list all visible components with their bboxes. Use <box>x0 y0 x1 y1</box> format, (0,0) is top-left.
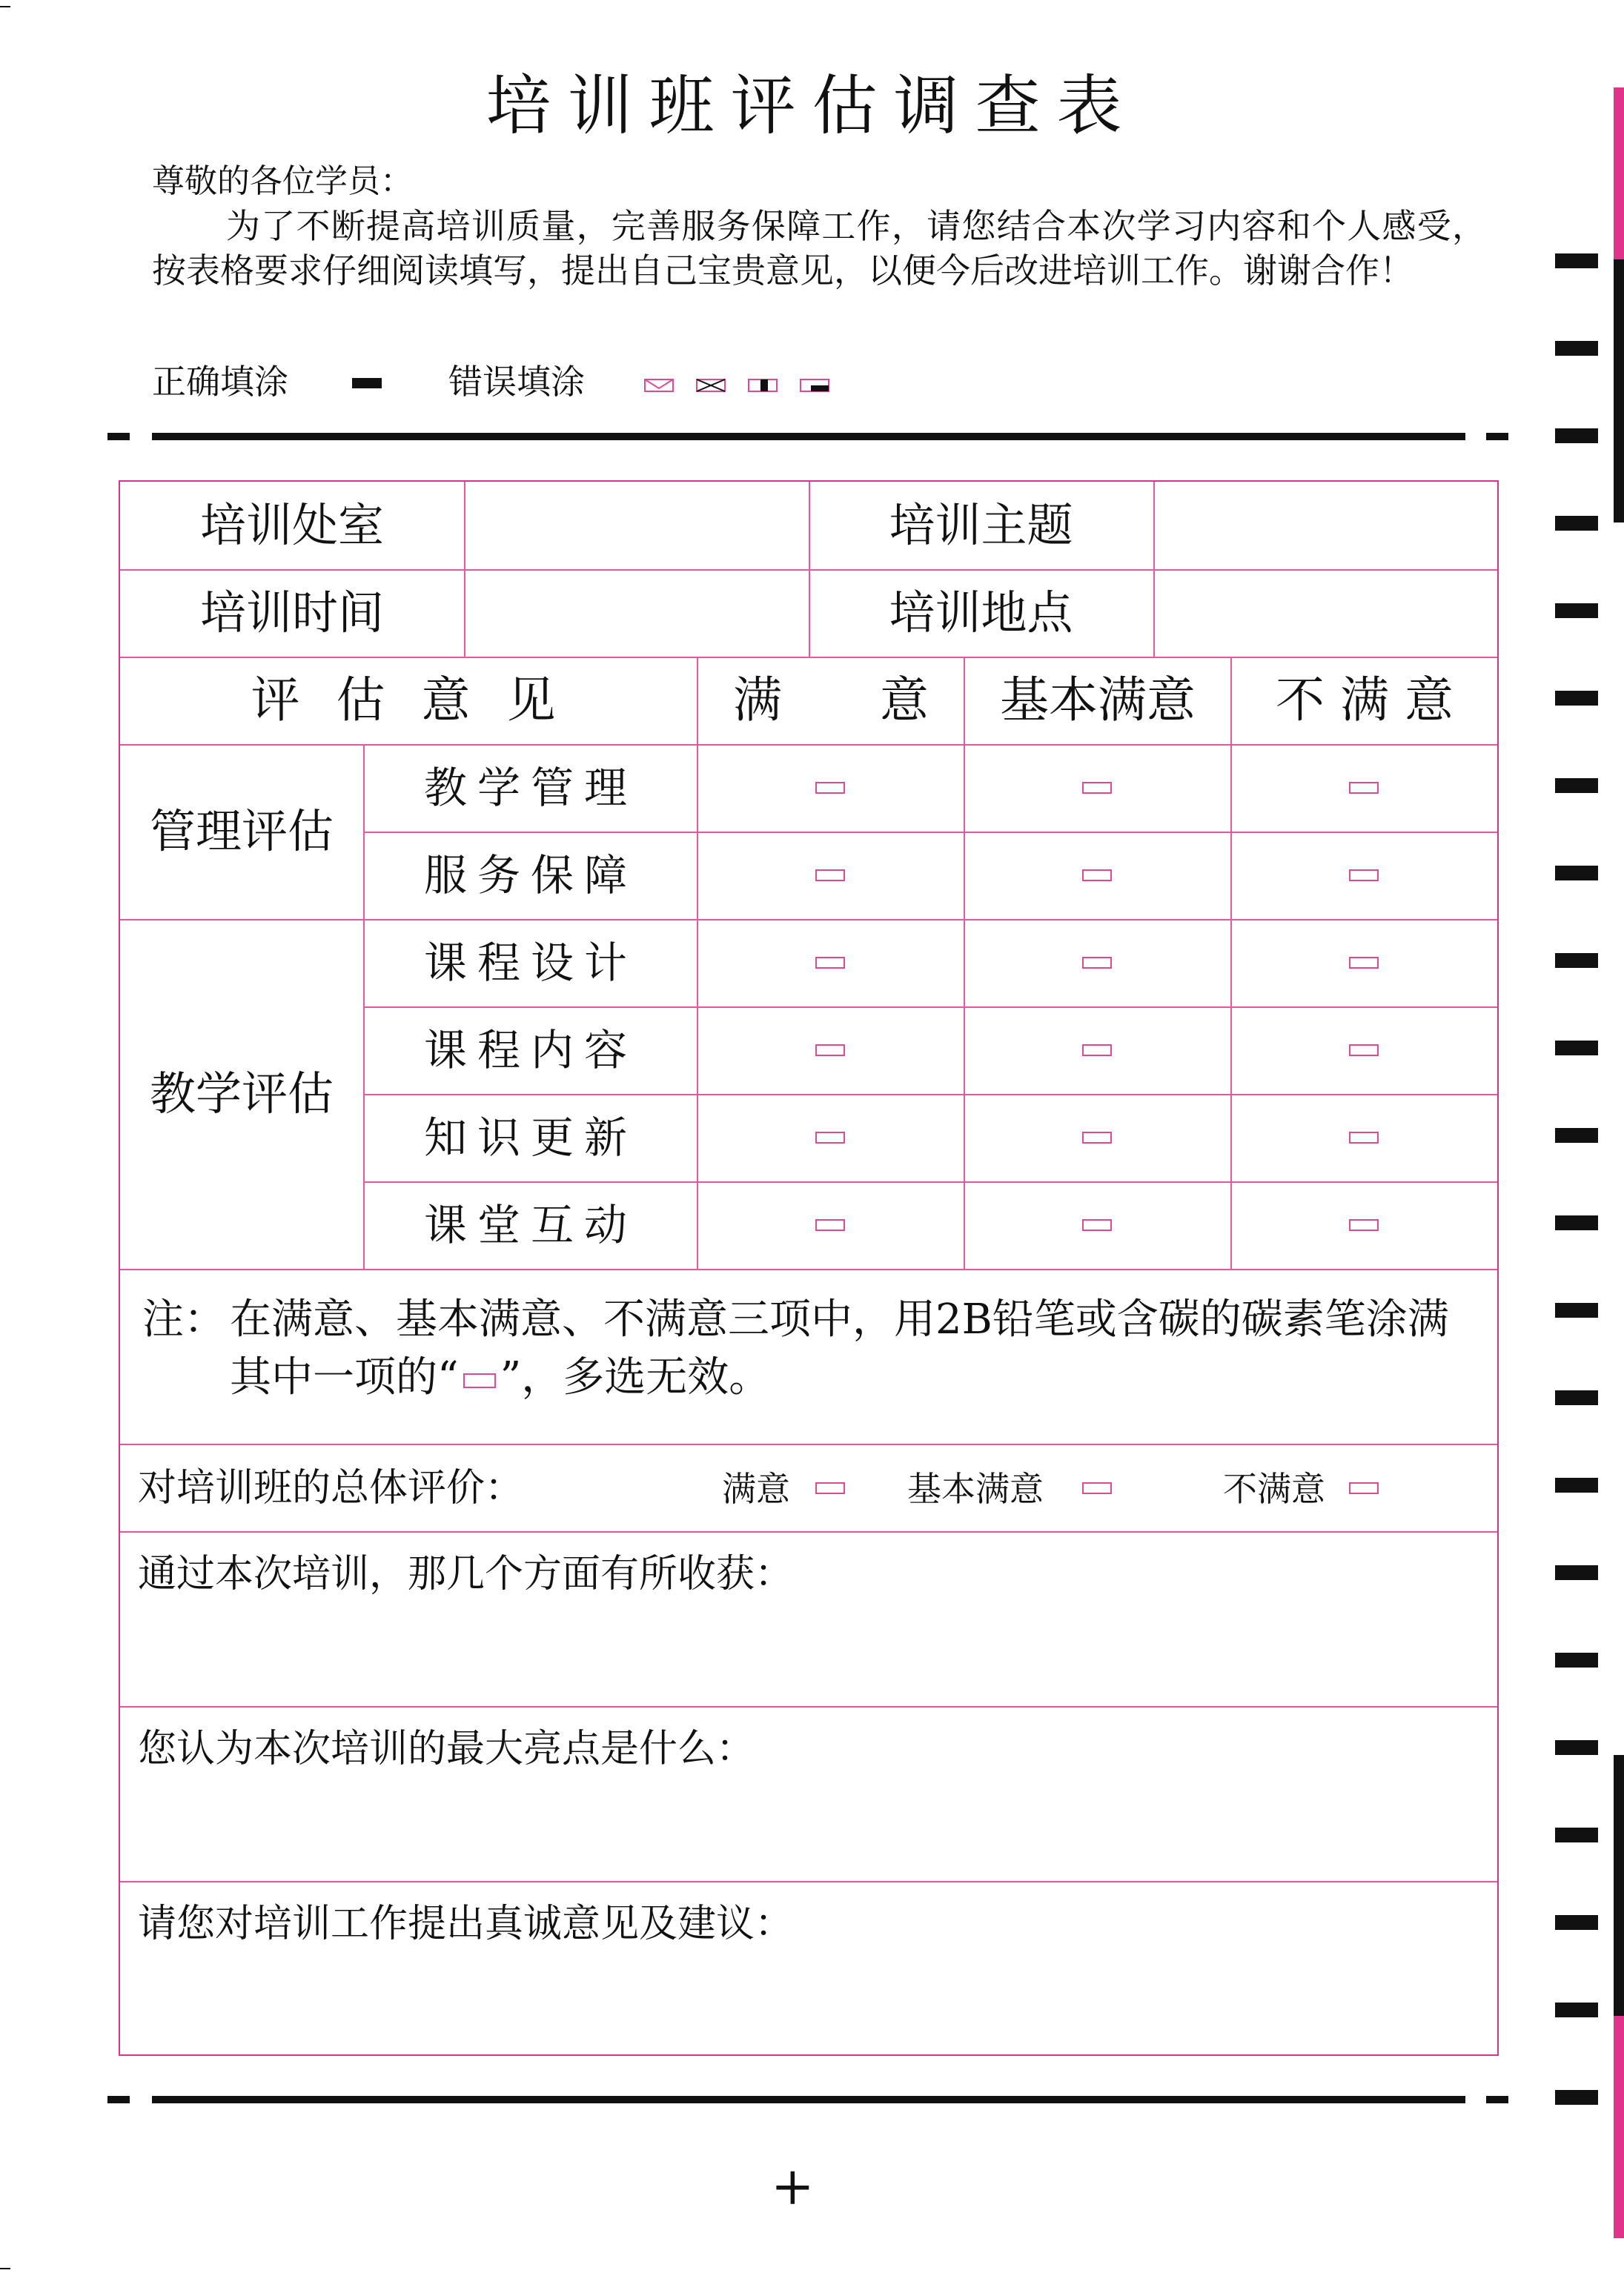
item-label: 知识更新 <box>423 1112 637 1163</box>
checkbox-satisfied[interactable] <box>815 782 845 794</box>
item-label: 课堂互动 <box>423 1200 637 1250</box>
checkbox-unsatisfied[interactable] <box>1349 782 1379 794</box>
checkbox-basic[interactable] <box>1082 869 1112 881</box>
rule-dash-right-top <box>1486 433 1508 440</box>
timing-mark <box>1555 691 1598 706</box>
rule-dash-right-bottom <box>1486 2096 1508 2103</box>
timing-mark <box>1555 866 1598 880</box>
timing-mark <box>1555 1740 1598 1755</box>
registration-mark: + <box>771 2156 815 2217</box>
side-bar-black-top <box>1614 259 1624 522</box>
question-highlight: 您认为本次培训的最大亮点是什么： <box>138 1727 755 1771</box>
item-label: 课程设计 <box>423 938 637 988</box>
side-bar-pink-top <box>1614 87 1624 259</box>
timing-mark <box>1555 778 1598 793</box>
legend-correct-label: 正确填涂 <box>152 362 288 402</box>
overall-option-basic: 基本满意 <box>907 1469 1044 1509</box>
header-satisfied: 满 意 <box>733 671 929 729</box>
note-line2: 其中一项的“ ”，多选无效。 <box>230 1353 771 1401</box>
evaluation-table <box>119 480 1499 2056</box>
legend-wrong-marks <box>643 376 844 394</box>
checkbox-unsatisfied[interactable] <box>1349 1132 1379 1144</box>
wrong-mark-cross-icon <box>697 379 725 391</box>
checkbox-basic[interactable] <box>1082 1132 1112 1144</box>
legend-wrong-label: 错误填涂 <box>448 362 585 402</box>
crop-mark <box>0 6 10 7</box>
checkbox-basic[interactable] <box>1082 1219 1112 1231</box>
question-suggestions: 请您对培训工作提出真诚意见及建议： <box>138 1902 794 1946</box>
rule-dash-left-bottom <box>107 2096 130 2103</box>
wrong-mark-partial-icon <box>749 379 777 391</box>
header-basic: 基本满意 <box>1000 671 1196 729</box>
time-label: 培训时间 <box>199 585 384 640</box>
overall-option-unsatisfied: 不满意 <box>1223 1469 1325 1509</box>
checkbox-basic[interactable] <box>1082 957 1112 969</box>
question-gains: 通过本次培训，那几个方面有所收获： <box>138 1552 794 1596</box>
checkbox-unsatisfied[interactable] <box>1349 1044 1379 1056</box>
checkbox-basic[interactable] <box>1082 782 1112 794</box>
note-checkbox-icon <box>463 1373 496 1388</box>
checkbox-satisfied[interactable] <box>815 1219 845 1231</box>
rule-dash-left-top <box>107 433 130 440</box>
side-bar-pink-bottom <box>1614 2016 1624 2238</box>
topic-label: 培训主题 <box>889 498 1073 552</box>
checkbox-unsatisfied[interactable] <box>1349 957 1379 969</box>
timing-mark <box>1555 1128 1598 1143</box>
note-line1: 在满意、基本满意、不满意三项中，用2B铅笔或含碳的碳素笔涂满 <box>230 1295 1449 1344</box>
topic-field[interactable] <box>1155 482 1497 569</box>
checkbox-basic[interactable] <box>1082 1044 1112 1056</box>
timing-mark <box>1555 341 1598 356</box>
checkbox-satisfied[interactable] <box>815 957 845 969</box>
answer-suggestions[interactable] <box>123 1951 1494 2051</box>
timing-mark <box>1555 1653 1598 1668</box>
timing-mark <box>1555 1303 1598 1318</box>
timing-mark <box>1555 253 1598 268</box>
answer-highlight[interactable] <box>123 1776 1494 1877</box>
timing-mark <box>1555 428 1598 443</box>
checkbox-satisfied[interactable] <box>815 1132 845 1144</box>
greeting: 尊敬的各位学员： <box>152 162 413 200</box>
timing-mark <box>1555 953 1598 968</box>
timing-mark <box>1555 1041 1598 1055</box>
overall-checkbox-satisfied[interactable] <box>815 1482 845 1494</box>
crop-mark <box>0 2268 10 2269</box>
form-title: 培训班评估调查表 <box>485 67 1139 144</box>
item-label: 服务保障 <box>423 850 637 900</box>
dept-label: 培训处室 <box>199 498 384 552</box>
timing-mark <box>1555 516 1598 531</box>
timing-mark <box>1555 2090 1598 2105</box>
timing-mark <box>1555 1565 1598 1580</box>
overall-checkbox-unsatisfied[interactable] <box>1349 1482 1379 1494</box>
dept-field[interactable] <box>465 482 809 569</box>
item-label: 课程内容 <box>423 1025 637 1075</box>
checkbox-unsatisfied[interactable] <box>1349 869 1379 881</box>
timing-mark <box>1555 1478 1598 1493</box>
group-label: 教学评估 <box>149 1066 334 1121</box>
overall-label: 对培训班的总体评价： <box>138 1466 524 1510</box>
checkbox-satisfied[interactable] <box>815 869 845 881</box>
group-label: 管理评估 <box>149 804 334 858</box>
note-prefix: 注： <box>142 1295 225 1344</box>
header-unsatisfied: 不 满 意 <box>1276 671 1454 729</box>
rule-top <box>152 433 1465 440</box>
timing-mark <box>1555 1215 1598 1230</box>
checkbox-satisfied[interactable] <box>815 1044 845 1056</box>
timing-mark <box>1555 1915 1598 1930</box>
place-label: 培训地点 <box>889 585 1073 640</box>
overall-option-satisfied: 满意 <box>722 1469 790 1509</box>
timing-mark <box>1555 1390 1598 1405</box>
wrong-mark-half-icon <box>801 379 829 391</box>
opinion-header: 评 估 意 见 <box>251 671 566 729</box>
time-field[interactable] <box>465 569 809 657</box>
timing-mark <box>1555 603 1598 618</box>
wrong-mark-check-icon <box>645 379 673 391</box>
side-bar-black-bottom <box>1614 1755 1624 2016</box>
answer-gains[interactable] <box>123 1601 1494 1702</box>
legend-correct-mark <box>352 378 382 388</box>
checkbox-unsatisfied[interactable] <box>1349 1219 1379 1231</box>
item-label: 教学管理 <box>423 763 637 813</box>
timing-mark <box>1555 1828 1598 1842</box>
place-field[interactable] <box>1155 569 1497 657</box>
intro-paragraph: 为了不断提高培训质量，完善服务保障工作，请您结合本次学习内容和个人感受，按表格要求仔细阅读填写，提出自己宝贵意见，以便今后改进培训工作。谢谢合作！ <box>152 206 1486 291</box>
overall-checkbox-basic[interactable] <box>1082 1482 1112 1494</box>
timing-mark <box>1555 2003 1598 2017</box>
rule-bottom <box>152 2096 1465 2103</box>
